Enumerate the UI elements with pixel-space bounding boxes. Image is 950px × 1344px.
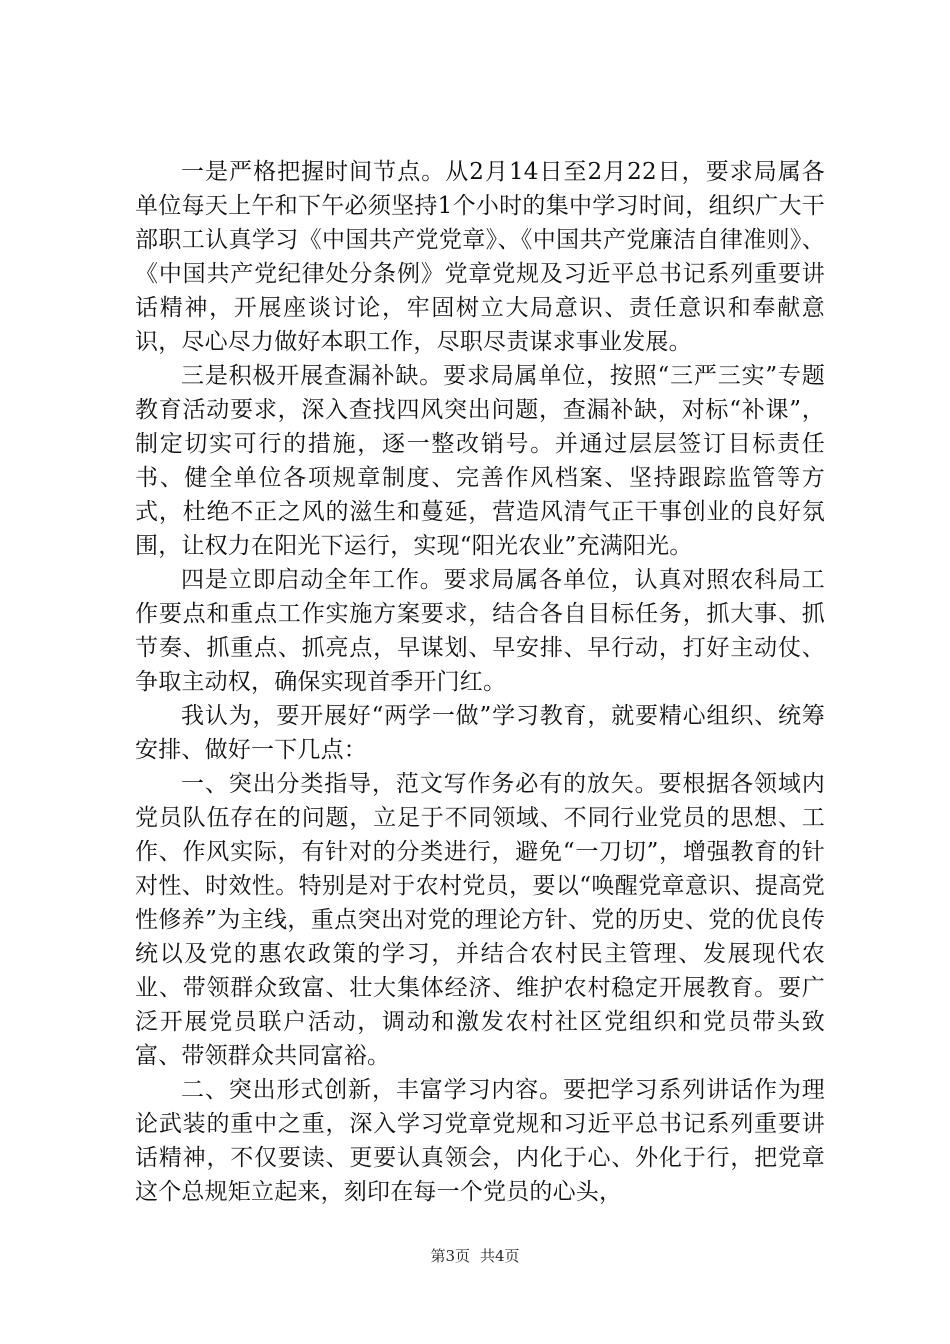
page-footer <box>0 1245 950 1266</box>
page-number: 第3页 <box>430 1247 470 1265</box>
paragraph-annual-work: 四是立即启动全年工作。要求局属各单位，认真对照农科局工作要点和重点工作实施方案要求，结合各自目标任务，抓大事、抓节奏、抓重点、抓亮点，早谋划、早安排、早行动，打好主动仗、争取主动权，确保实现首季开门红。 <box>135 567 825 695</box>
paragraph-opinion: 我认为，要开展好“两学一做”学习教育，就要精心组织、统筹安排、做好一下几点： <box>135 703 825 763</box>
document-body <box>135 155 825 1209</box>
paragraph-time-nodes: 一是严格把握时间节点。从2月14日至2月22日，要求局属各单位每天上午和下午必须坚持1个小时的集中学习时间，组织广大干部职工认真学习《中国共产党党章》、《中国共产党廉洁自律准则》、《中国共产党纪律处分条例》党章党规及习近平总书记系列重要讲话精神，开展座谈讨论，牢固树立大局意识、责任意识和奉献意识，尽心尽力做好本职工作，尽职尽责谋求事业发展。 <box>135 159 825 355</box>
total-pages: 共4页 <box>480 1247 520 1265</box>
paragraph-check-gaps: 三是积极开展查漏补缺。要求局属单位，按照“三严三实”专题教育活动要求，深入查找四风突出问题，查漏补缺，对标“补课”，制定切实可行的措施，逐一整改销号。并通过层层签订目标责任书、健全单位各项规章制度、完善作风档案、坚持跟踪监管等方式，杜绝不正之风的滋生和蔓延，营造风清气正干事创业的良好氛围，让权力在阳光下运行，实现“阳光农业”充满阳光。 <box>135 363 825 559</box>
paragraph-form-innovation: 二、突出形式创新，丰富学习内容。要把学习系列讲话作为理论武装的重中之重，深入学习党章党规和习近平总书记系列重要讲话精神，不仅要读、更要认真领会，内化于心、外化于行，把党章这个总规矩立起来，刻印在每一个党员的心头， <box>135 1077 825 1205</box>
paragraph-classified-guidance: 一、突出分类指导，范文写作务必有的放矢。要根据各领域内党员队伍存在的问题，立足于不同领域、不同行业党员的思想、工作、作风实际，有针对的分类进行，避免“一刀切”，增强教育的针对性、时效性。特别是对于农村党员，要以“唤醒党章意识、提高党性修养”为主线，重点突出对党的理论方针、党的历史、党的优良传统以及党的惠农政策的学习，并结合农村民主管理、发展现代农业、带领群众致富、壮大集体经济、维护农村稳定开展教育。要广泛开展党员联户活动，调动和激发农村社区党组织和党员带头致富、带领群众共同富裕。 <box>135 771 825 1069</box>
